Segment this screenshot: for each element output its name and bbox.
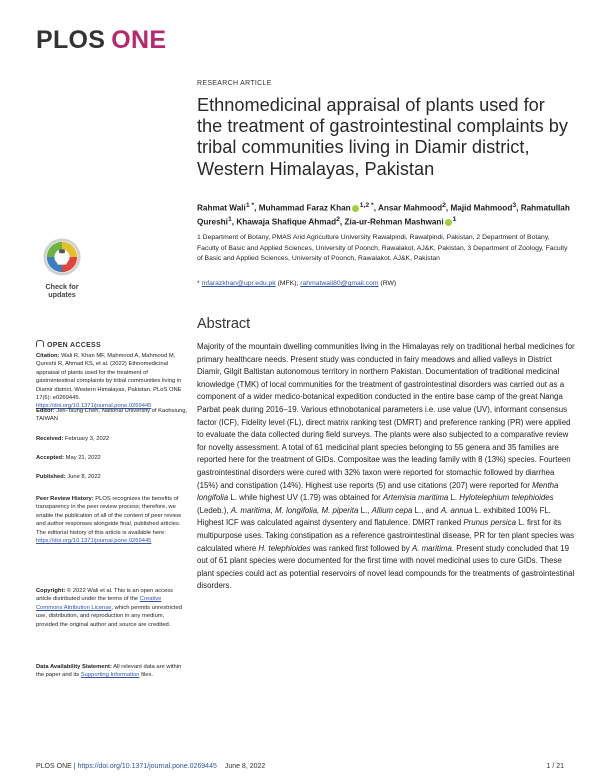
author-name: , Muhammad Faraz Khan <box>254 203 351 213</box>
published-text: June 8, 2022 <box>65 474 101 480</box>
email-link-2[interactable]: rahmatwali80@gmail.com <box>300 280 379 287</box>
received-block <box>36 435 188 443</box>
orcid-icon[interactable] <box>352 205 359 212</box>
copyright-text: © 2022 Wali et al. This is an open access article distributed under the terms of the <box>36 588 174 603</box>
species-name: H. telephioides <box>258 543 311 553</box>
author-name: , Khawaja Shafique Ahmad <box>231 217 337 227</box>
check-updates-icon <box>43 238 81 276</box>
abstract-text: Majority of the mountain dwelling communities living in the Himalayas rely on traditional herbal medicines for primary healthcare needs. Present study was conducted in fairy meadows and allied valleys in District Diamir, Gilgit Baltistan autonomous territory in northern Pakistan. Documentation of traditional medicinal knowledge (TMK) of local communities for the treatment of gastrointestinal disorders was carried out as a component of a wider medico-botanical expedition conducted in the entire base camp of the great Nanga Parbat peak during 2016–19. Various ethnobotanical parameters i.e. use value (UV), informant consensus factor (ICF), Fidelity level (FL), direct matrix ranking test (DMRT) and preference ranking (PR) were applied to evaluate the data collected during field surveys. The plants were also subjected to a comparative review for novelty assessment. A total of 61 medicinal plant species belonging to 55 genera and 35 families are reported here for the treatment of GIDs. Compositae was the leading family with 8 (13%) species. Fourteen gastrointestinal disorders were cured with 32% taxon were reported for stomachic followed by diarrhea (15%) and constipation (14%). Highest use reports (5) and use citations (207) were reported for <box>197 342 575 490</box>
species-name: A. maritima <box>411 543 452 553</box>
article-title: Ethnomedicinal appraisal of plants used for the treatment of gastrointestinal complaints by tribal communities living in Diamir district, Western Himalayas, Pakistan <box>197 95 569 179</box>
peer-review-block <box>36 495 188 545</box>
abstract-text: (Ledeb.), <box>197 505 231 515</box>
peer-review-link[interactable]: https://doi.org/10.1371/journal.pone.0269445 <box>36 538 152 545</box>
species-name: A. annua <box>440 505 473 515</box>
logo-plos-text: PLOS <box>36 26 106 54</box>
author-sup: 2 <box>442 202 446 209</box>
editor-label: Editor: <box>36 408 55 414</box>
author-name: Rahmat Wali <box>197 203 246 213</box>
footer-sep: | <box>71 763 78 770</box>
open-access-text: OPEN ACCESS <box>47 342 101 349</box>
author-list <box>197 200 577 228</box>
abstract-text: L. while highest UV (1.79) was obtained for <box>228 493 383 503</box>
abstract-text: L. exhibited 100% FL. Highest ICF was calculated against dysentery and flatulence. DMRT ranked <box>197 505 551 528</box>
published-label: Published: <box>36 474 66 480</box>
open-lock-icon <box>36 340 44 347</box>
author-sup: 1,2 * <box>359 202 374 209</box>
supporting-info-link[interactable]: Supporting Information <box>80 672 140 679</box>
page-footer <box>36 763 564 770</box>
journal-logo[interactable] <box>36 26 166 55</box>
data-availability-end: files. <box>139 672 153 679</box>
species-name: Artemisia maritima <box>382 493 449 503</box>
data-availability-label: Data Availability Statement: <box>36 664 112 670</box>
check-for-updates-badge[interactable] <box>36 238 88 299</box>
received-text: February 3, 2022 <box>63 436 110 442</box>
check-updates-line1: Check for <box>45 282 79 291</box>
contact-mid: (MFK); <box>275 280 301 287</box>
copyright-text-end: , which permits unrestricted use, distribution, and reproduction in any medium, provided the original author and source are credited. <box>36 604 182 628</box>
copyright-block <box>36 587 188 629</box>
author-name: , Rahmatullah Qureshi <box>197 203 570 227</box>
citation-doi-link[interactable]: https://doi.org/10.1371/journal.pone.0269445 <box>36 403 152 410</box>
orcid-icon[interactable] <box>445 219 452 226</box>
citation-block <box>36 352 188 411</box>
author-sup: 1 <box>452 215 457 223</box>
abstract-heading: Abstract <box>197 316 251 332</box>
author-sup: 2 <box>336 215 340 223</box>
citation-text: Wali R, Khan MF, Mahmood A, Mahmood M, Qureshi R, Ahmad KS, et al. (2022) Ethnomedicinal appraisal of plants used for the treatment of gastrointestinal complaints by tribal communities living in Diamir district, Western Himalayas, Pakistan. PLoS ONE 17(6): e0269445. <box>36 353 182 402</box>
contact-line <box>197 280 396 287</box>
species-name: A. maritima, M. longifolia, M. piperita <box>230 505 359 515</box>
author-name: , Majid Mahmood <box>445 203 513 213</box>
received-label: Received: <box>36 436 64 442</box>
copyright-label: Copyright: <box>36 588 66 594</box>
accepted-label: Accepted: <box>36 455 65 461</box>
author-sup: 1 * <box>245 202 255 209</box>
affiliations: 1 Department of Botany, PMAS Arid Agriculture University Rawalpindi, Rawalpindi, Pakistan, 2 Department of Botany, Faculty of Basic and Applied Sciences, University of Poonch, Rawalakot, AJ&K, Pakistan, 3 Department of Zoology, Faculty of Basic and Applied Sciences, University of Poonch, Rawalakot, AJ&K, Pakistan <box>197 234 568 263</box>
abstract-text: L. <box>448 493 460 503</box>
accepted-text: May 21, 2022 <box>64 455 101 461</box>
article-type-label: RESEARCH ARTICLE <box>197 80 272 87</box>
author-sup: 1 <box>227 215 232 223</box>
email-link-1[interactable]: mfarazkhan@upr.edu.pk <box>201 280 276 287</box>
contact-end: (RW) <box>378 280 397 287</box>
published-block <box>36 473 188 481</box>
data-availability-block <box>36 663 188 680</box>
abstract-text: was ranked first followed by <box>310 543 412 553</box>
editor-text: Jen-Tsung Chen, National University of Kaohsiung, TAIWAN <box>36 408 188 423</box>
editor-block <box>36 407 188 424</box>
footer-doi-link[interactable]: https://doi.org/10.1371/journal.pone.0269445 <box>77 763 217 770</box>
data-availability-text: All relevant data are within the paper and its <box>36 664 182 679</box>
contact-star: * <box>197 280 202 287</box>
logo-one-text: ONE <box>111 26 167 54</box>
abstract-text: L., and <box>412 505 441 515</box>
species-name: Mentha longifolia <box>197 480 559 503</box>
abstract-text: . Present study concluded that 19 out of 61 plant species were documented for the first time with novel medicinal uses to cure GIDs. These plant species could act as potential reservoirs of novel lead compounds for the treatments of gastrointestinal disorders. <box>197 543 575 591</box>
species-name: Allium cepa <box>371 505 413 515</box>
species-name: Prunus persica <box>463 518 517 528</box>
peer-review-label: Peer Review History: <box>36 496 94 502</box>
footer-journal: PLOS ONE <box>36 763 72 770</box>
species-name: Hylotelephium telephioides <box>459 493 554 503</box>
page-number: 1 / 21 <box>546 763 564 770</box>
open-access-label <box>36 340 101 349</box>
abstract-body <box>197 341 577 593</box>
citation-label: Citation: <box>36 353 60 359</box>
abstract-text: L. first for its multipurpose uses. Taking constipation as a reference gastrointestinal disease, PR for ten plant species was calculated where <box>197 518 575 553</box>
author-name: , Zia-ur-Rehman Mashwani <box>339 217 444 227</box>
peer-review-text: PLOS recognizes the benefits of transparency in the peer review process; therefore, we enable the publication of all of the content of peer review and author responses alongside final, published articles. The editorial history of this article is available here: <box>36 496 182 536</box>
author-name: , Ansar Mahmood <box>373 203 443 213</box>
check-updates-line2: updates <box>48 290 76 300</box>
accepted-block <box>36 454 188 462</box>
license-link[interactable]: Creative Commons Attribution License <box>36 596 162 611</box>
footer-date: June 8, 2022 <box>224 763 266 770</box>
author-sup: 3 <box>512 202 517 209</box>
abstract-text: L., <box>358 505 372 515</box>
